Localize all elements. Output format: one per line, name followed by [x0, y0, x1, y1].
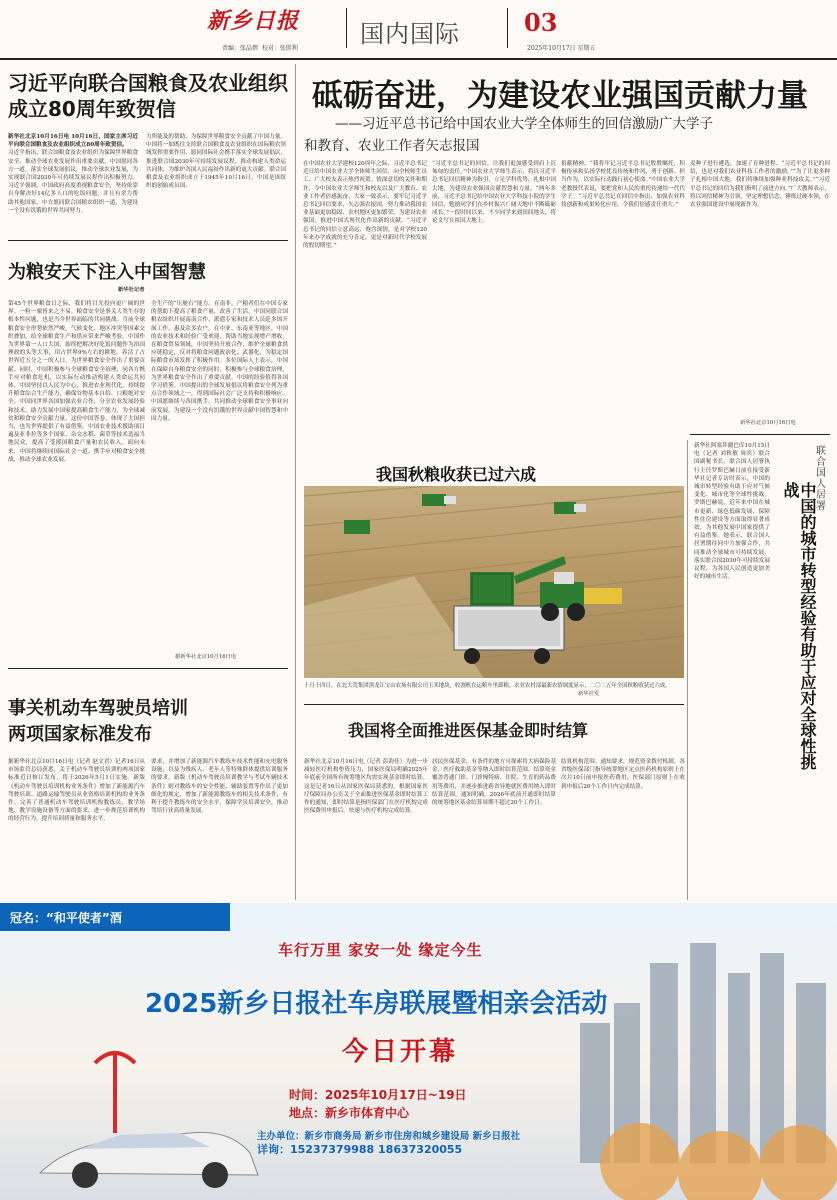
- ad-phone: 详询：15237379988 18637320055: [257, 1143, 463, 1156]
- editor-credit: 责编：张晶熠 校对：张胜利: [222, 45, 298, 52]
- article-medical-col1: 新华社北京10月16日电（记者 彭韵佳）为进一步减轻医疗机构垫资压力，国家医保局明确2025年年底前全国所有统筹地区均需实现基金即时结算。这是记者16日从国家医保局获悉的。根据国家医疗保障局办公室关于全面推进医保基金即时结算工作的通知，即时结算是指医保部门在医疗机构完成医保费用申报后，快速与医疗机构完成结算。: [304, 759, 428, 815]
- harvest-photo: [304, 456, 684, 678]
- ad-title: 2025新乡日报社车房联展暨相亲会活动: [145, 989, 608, 1019]
- headline-driver-training-1: 事关机动车驾驶员培训: [8, 698, 188, 719]
- article-agri-col4: 麦种子进行遴选，加速了育种进程。“习近平总书记的回信，也是对我们农业科技工作者的激励。”“为了让更多种子扎根中国大地，我们将继续加强种业科技攻关。”“习近平总书记的回信为我们指明了前进方向。”广大教师表示，将以回信精神为引领，坚定理想信念，锤炼过硬本领，在农业强国建设中展现新作为。: [690, 161, 830, 209]
- article-fao-col1: 新华社北京10月16日电 10月16日，国家主席习近平向联合国粮食及农业组织成立80周年致贺信。 习近平指出，联合国粮食及农业组织为保障世界粮食安全、推动全球农业发展作出重要贡献。中国愿同各方一道，落实全球发展倡议，推动全球农业发展，为实现联合国2030年可持续发展议程作出积极努力。 习近平强调，中国政府高度重视粮食安全，坚持依靠自身解决好14亿多人口的吃饭问题，并且有余力帮助其他国家。中方愿同联合国粮农组织一道，为建设一个没有饥饿的世界共同努力。: [8, 134, 138, 214]
- ad-organizers: 主办单位：新乡市商务局 新乡市住房和城乡建设局 新乡日报社: [257, 1131, 521, 1142]
- article-fao-col2: 力所能及的帮助，为保障世界粮食安全贡献了中国力量。中国将一如既往支持联合国粮食及农业组织在国际粮农领域发挥重要作用，愿同国际社会携手落实全球发展倡议，推进联合国2030年可持续发展议程，推动构建人类命运共同体，为维护各国人民福祉作出新的更大贡献。联合国粮食及农业组织成立于1945年10月16日，中国是该组织的创始成员国。: [146, 134, 286, 190]
- article-food-col2: 全生产的“压舱石”能力。在南非，产粮者们在中国专家的帮助下提高了粮食产量，改善了生活。中国同联合国粮农组织开展南南合作，派遣专家和技术人员赴多国开展工作，惠及众多农户。在中亚、东南亚等地区，中国的农业技术和经验广受欢迎，帮助当地实现增产增收。在粮食贸易领域，中国坚持开放合作，维护全球粮食供应链稳定，反对将粮食问题政治化、武器化，为稳定国际粮食市场发挥了积极作用。多位国际人士表示，中国在保障自身粮食安全的同时，积极参与全球粮食治理，为世界粮食安全作出了重要贡献。中国的经验值得各国学习借鉴。中国提出的全球发展倡议将粮食安全列为重点合作领域之一，得到国际社会广泛支持和积极响应。中国愿继续与各国携手，共同推动全球粮食安全事业向前发展，为建设一个没有饥饿的世界贡献中国智慧和中国力量。: [151, 301, 288, 422]
- ad-place: 地点：新乡市体育中心: [289, 1106, 410, 1120]
- a2-byline: 新华社记者: [118, 287, 145, 293]
- article-agri-col3: 捐献精神。“我将牢记习近平总书记殷殷嘱托，积极传承和弘扬学校优良传统和作风，勇于创新、担当作为，以实际行动践行初心使命。”中国农业大学老教授代表说，要把党和人民的重托传递给一代代学子。“习近平总书记在回信中指出，加强农业科技创新和成果转化应用，令我们倍感责任重大。”: [561, 161, 685, 209]
- newspaper-logo: 新乡日报: [207, 8, 300, 34]
- subheadline-2: 和教育、农业工作者矢志报国: [304, 138, 480, 154]
- article-medical-col2: 居民医保基金，有条件的地方可探索将大病保险基金、医疗救助基金等纳入即时结算范围。结算资金覆盖普通门诊、门诊慢特病、住院、生育的药品费用等费用，并逐步推进跨省异地就医费用纳入即时结算范围。通知明确，2026年底前开通即时结算的统筹地区基金结算周期不超过20个工作日。: [432, 759, 556, 807]
- article-medical-col3: 结算机构范围。通知要求，规范资金拨付机制。各省级医保部门指导统筹地区定点医药机构原则上在次月10日前申报医药费用，医保部门原则上在收到申报后20个工作日内完成结算。: [561, 759, 685, 790]
- headline-urban-transition: 中国的城市转型经验有助于应对全球性挑战: [781, 482, 817, 770]
- headline-fao-letter: 习近平向联合国粮食及农业组织成立80周年致贺信: [8, 71, 288, 121]
- article-driver-col1: 据新华社北京10月16日电（记者 赵文君）记者16日从市场监管总局获悉，关于机动车驾驶员培训的两项国家标准近日修订发布，将于2026年5月1日实施。新版《机动车驾驶员培训机构业务条件》增加了新能源汽车驾驶培训、道路运输驾驶员从业资格培训机构的业务条件，完善了普通机动车驾驶培训机构教练员、教学场地、教学设施设备等方面的要求，进一步规范培训机构的经营行为，提升培训质量和服务水平。: [8, 759, 145, 823]
- subheadline-1: ——习近平总书记给中国农业大学全体师生的回信激励广大学子: [335, 116, 713, 132]
- headline-agri-university: 砥砺奋进，为建设农业强国贡献力量: [312, 78, 808, 114]
- headline-driver-training-2: 两项国家标准发布: [8, 724, 152, 745]
- article-agri-col2: “习近平总书记的回信，让我们更加感受到肩上沉甸甸的责任。”中国农业大学师生表示，将以习近平总书记回信精神为指引，立足学科优势，扎根中国大地，为建设农业强国贡献智慧和力量。“两年多前，习近平总书记给中国农业大学科技小院的学生回信，勉励同学们在乡村振兴广阔天地中不断砥砺成长。”一段时间以来，不少同学来到田间地头，将论文写在祖国大地上。: [432, 161, 556, 225]
- photo-title: 我国秋粮收获已过六成: [376, 465, 537, 484]
- issue-date: 2025年10月17日 星期五: [527, 45, 596, 52]
- photo-caption: 十月十四日，在北大荒集团黑龙江宝山农场有限公司玉米地块，收割机在运粮车里卸粮。农业农村部最新农情调度显示，二〇二五年全国秋粮收获过六成。: [304, 683, 671, 689]
- article-food-col1: 第45个世界粮食日之际，我们将目光投向更广阔的世界。一粒一粟皆来之不易。粮食安全是事关人类生存的根本性问题，也是当今世界面临的共同挑战。当前全球粮食安全形势依然严峻，气候变化、地区冲突等因素交织叠加，给全球粮食生产和供应带来严峻考验。中国作为世界第一人口大国，始终把解决好吃饭问题作为治国理政的头等大事，用占世界9%左右的耕地，养活了占世界近五分之一的人口，为世界粮食安全作出了重要贡献。同时，中国积极参与全球粮食安全治理，同各方携手应对粮食危机，以实际行动推动构建人类命运共同体。中国坚持以人民为中心，推进农业现代化，持续提升粮食综合生产能力，确保谷物基本自给、口粮绝对安全。中国同世界各国加强农业合作，分享农业发展经验和技术，助力发展中国家提高粮食生产能力，为全球减贫和粮食安全贡献力量。这份中国答卷，体现了大国担当，也为世界提供了有益借鉴。中国农业技术援助项目遍及亚非拉等多个国家，杂交水稻、菌草等技术造福当地民众，提高了受援国粮食产量和农民收入。面向未来，中国将继续同国际社会一道，携手应对粮食安全挑战，推动全球农业发展。: [8, 301, 145, 463]
- section-title: 国内国际: [360, 20, 460, 48]
- article-urban-col: 新华社阿塞拜疆巴库10月15日电（记者 刘秋敏 周宾）联合国副秘书长、联合国人居署执行主任罗斯巴赫日前在接受新华社记者专访时表示，中国的城市转型经验有助于应对气候变化、城市化等全球性挑战。罗斯巴赫说，近年来中国在城市更新、绿色低碳发展、保障性住房建设等方面取得显著成效，为其他发展中国家提供了有益借鉴。她表示，联合国人居署期待同中方加强合作，共同推动全球城市可持续发展，落实联合国2030年可持续发展议程，为各国人民创造更加美好的城市生活。: [694, 443, 770, 581]
- ad-time: 时间：2025年10月17日~19日: [289, 1088, 467, 1102]
- a4-credit: 新华社北京10月16日电: [740, 420, 796, 426]
- event-advertisement: [0, 903, 837, 1200]
- ad-slogan: 车行万里 家安一处 缘定今生: [278, 941, 483, 959]
- headline-medical-insurance: 我国将全面推进医保基金即时结算: [348, 721, 589, 740]
- headline-food-security: 为粮安天下注入中国智慧: [8, 262, 206, 283]
- page-number: 03: [524, 8, 558, 37]
- ad-opening: 今日开幕: [342, 1037, 459, 1067]
- article-agri-col1: 在中国农业大学建校120周年之际，习近平总书记近日给中国农业大学全体师生回信，向全校师生员工、广大校友表示热烈祝贺。情深意切的关怀和期许，令中国农业大学师生和校友以及广大教育、农业工作者倍感振奋。大家一致表示，要牢记习近平总书记回信要求，矢志强农报国，努力推动我国农业基础更加稳固、农村地区更加繁荣，为建设农业强国，推进中国式现代化作出新的贡献。“习近平总书记的回信立意高远、饱含深情，是对学校120年来办学成就的充分肯定，更是对新时代学校发展的殷切期望。”: [303, 161, 427, 250]
- article-driver-col2: 要求，并增加了新能源汽车教练车技术性能和充电服务设施，以及为残疾人、老年人等特殊群体提供培训服务的要求。新版《机动车驾驶员培训教学与考试车辆技术条件》则对教练车的安全性能、辅助装置等作出了更加细化的规定，增加了新能源教练车的相关技术条件，有利于提升教练车的安全水平，保障学员培训安全，推动驾培行业高质量发展。: [151, 759, 288, 815]
- urban-kicker: 联合国人居署: [816, 446, 826, 512]
- photo-credit: 新华社发: [578, 691, 600, 697]
- a2-credit: 据新华社北京10月16日电: [175, 654, 237, 660]
- ad-crown-sponsor: 冠名：“和平使者”酒: [10, 911, 122, 925]
